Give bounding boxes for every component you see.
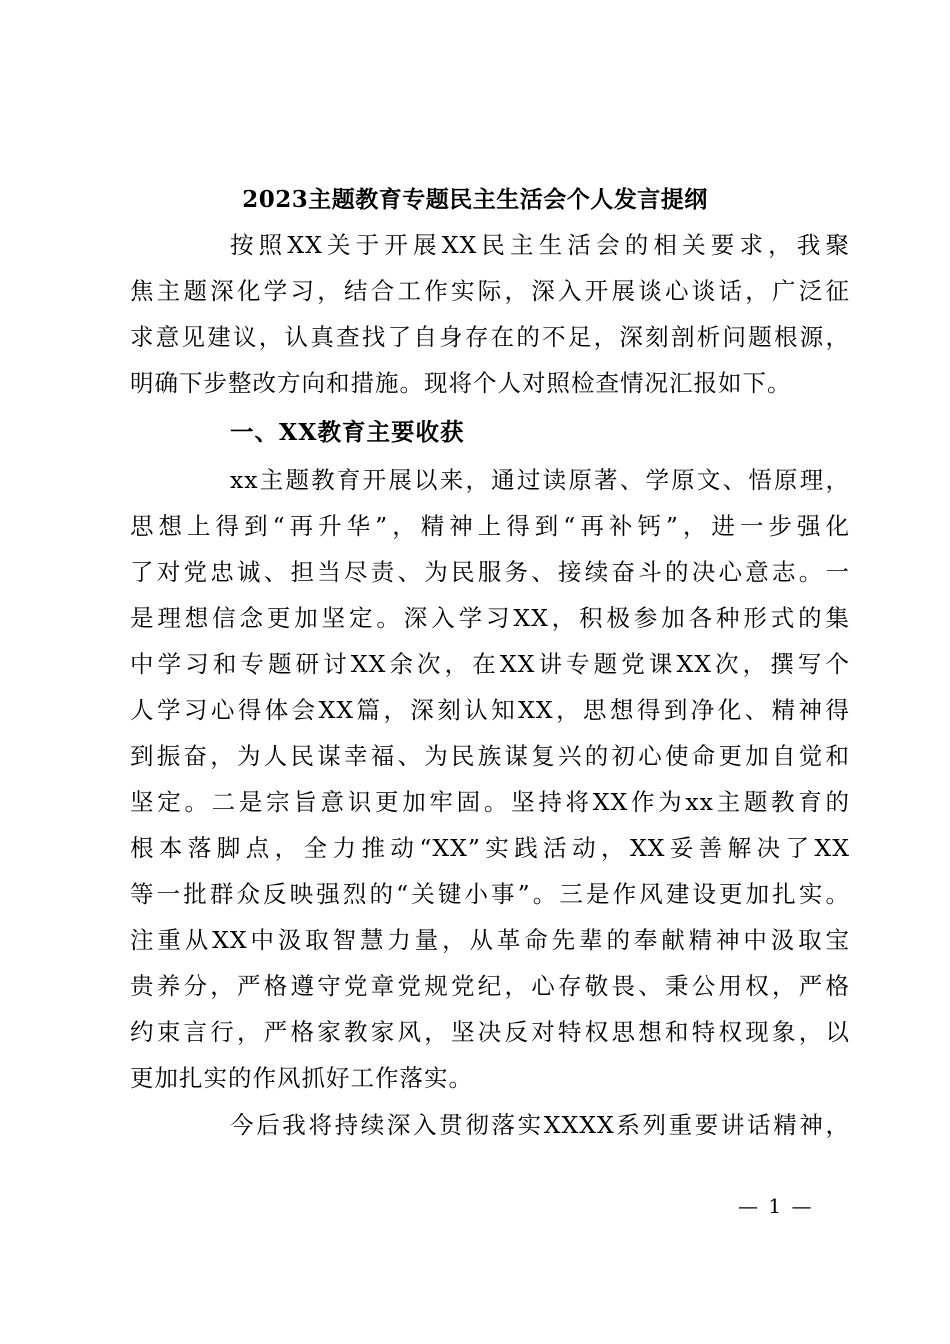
closing-line: 今后我将持续深入贯彻落实XXXX系列重要讲话精神， (230, 1111, 850, 1139)
section-line-10: 等一批群众反映强烈的“关键小事”。三是作风建设更加扎实。 (130, 880, 850, 908)
intro-line-2: 焦主题深化学习，结合工作实际，深入开展谈心谈话，广泛征 (130, 277, 850, 305)
intro-paragraph (130, 222, 850, 406)
section-line-8: 坚定。二是宗旨意识更加牢固。坚持将XX作为xx主题教育的 (130, 788, 850, 816)
section-line-6: 人学习心得体会XX篇，深刻认知XX，思想得到净化、精神得 (130, 696, 850, 724)
section-line-9: 根本落脚点，全力推动“XX”实践活动，XX妥善解决了XX (130, 834, 850, 862)
section-heading: 一、XX教育主要收获 (230, 418, 465, 446)
section-line-4: 是理想信念更加坚定。深入学习XX，积极参加各种形式的集 (130, 604, 850, 632)
section-line-2: 思想上得到“再升华”，精神上得到“再补钙”，进一步强化 (130, 512, 850, 540)
section-paragraph (130, 457, 850, 1101)
section-line-5: 中学习和专题研讨XX余次，在XX讲专题党课XX次，撰写个 (130, 650, 850, 678)
section-line-14: 更加扎实的作风抓好工作落实。 (130, 1064, 473, 1092)
intro-line-4: 明确下步整改方向和措施。现将个人对照检查情况汇报如下。 (130, 369, 792, 397)
section-line-7: 到振奋，为人民谋幸福、为民族谋复兴的初心使命更加自觉和 (130, 742, 850, 770)
intro-line-3: 求意见建议，认真查找了自身存在的不足，深刻剖析问题根源， (130, 323, 850, 351)
page-number: — 1 — (738, 1194, 814, 1218)
document-title: 2023主题教育专题民主生活会个人发言提纲 (242, 186, 708, 213)
section-line-12: 贵养分，严格遵守党章党规党纪，心存敬畏、秉公用权，严格 (130, 972, 850, 1000)
intro-line-1: 按照XX关于开展XX民主生活会的相关要求，我聚 (230, 231, 850, 259)
closing-paragraph (130, 1102, 850, 1148)
section-line-11: 注重从XX中汲取智慧力量，从革命先辈的奉献精神中汲取宝 (130, 926, 850, 954)
section-line-1: xx主题教育开展以来，通过读原著、学原文、悟原理， (230, 466, 850, 494)
section-line-13: 约束言行，严格家教家风，坚决反对特权思想和特权现象，以 (130, 1018, 850, 1046)
section-line-3: 了对党忠诚、担当尽责、为民服务、接续奋斗的决心意志。一 (130, 558, 850, 586)
